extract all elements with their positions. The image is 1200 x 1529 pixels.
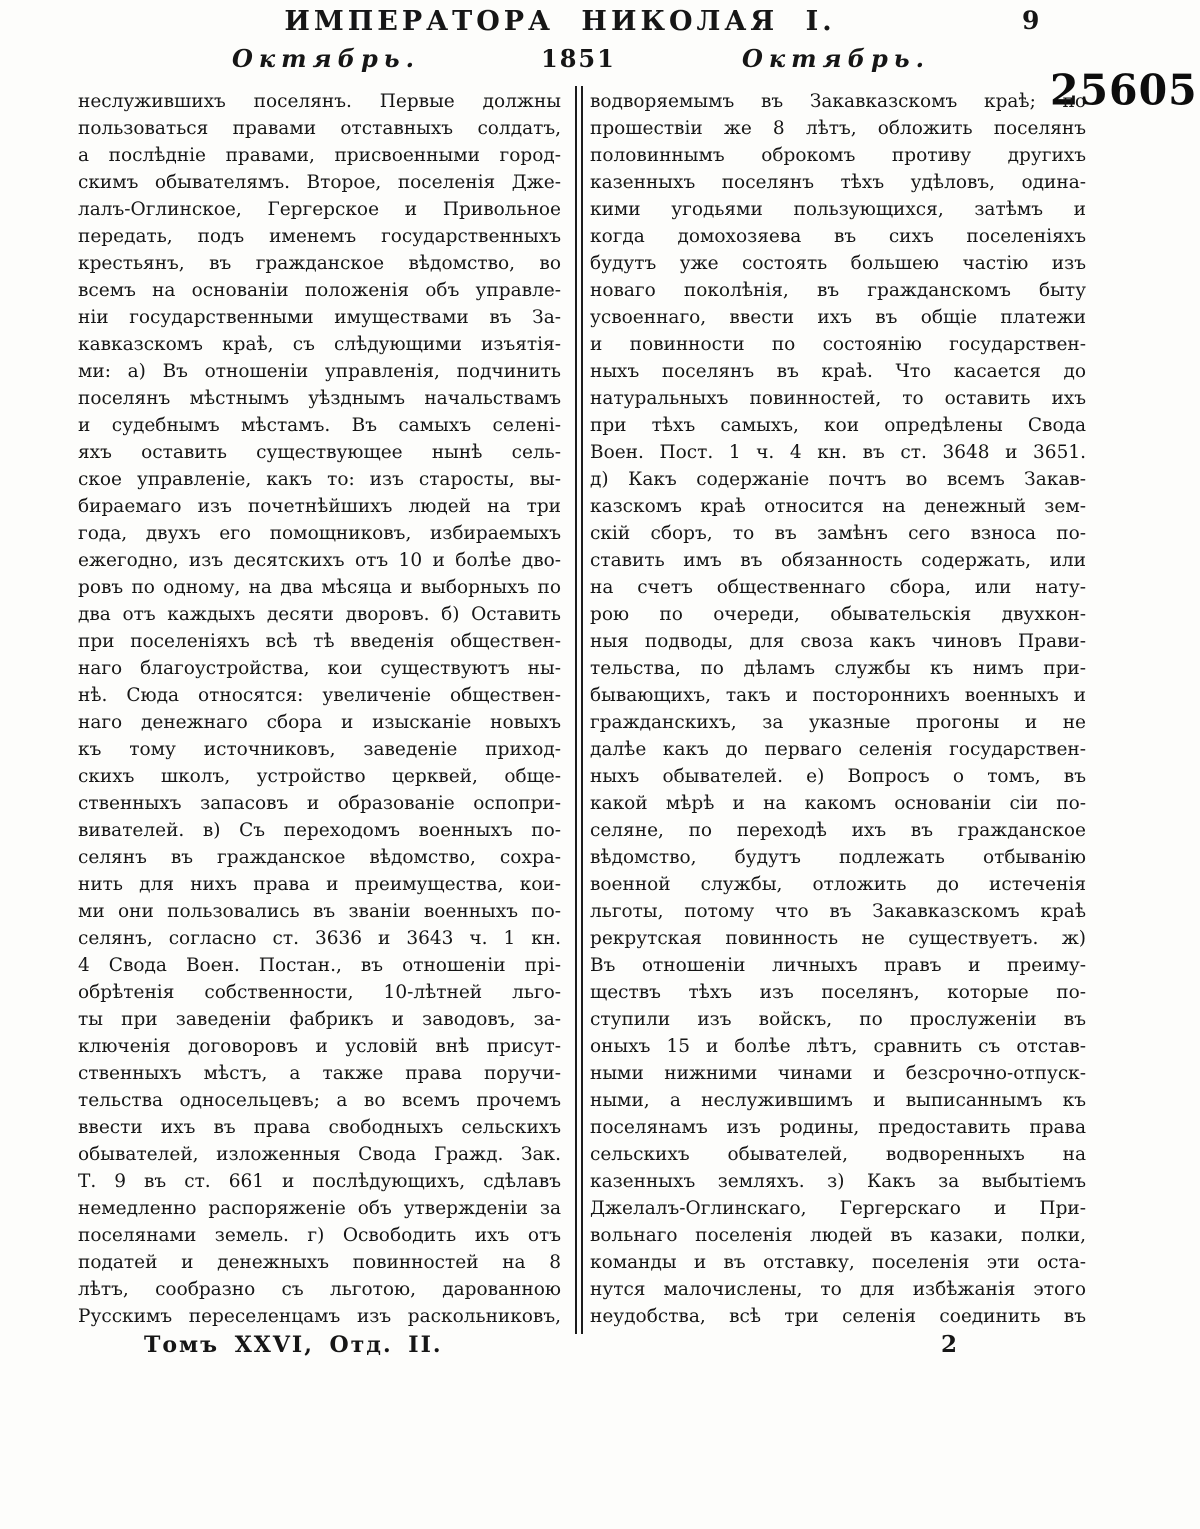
text-line: скихъ школъ, устройство церквей, обще-	[78, 766, 561, 787]
text-line: крестьянъ, въ гражданское вѣдомство, во	[78, 253, 561, 274]
text-line: тельства, по дѣламъ службы къ нимъ при-	[590, 658, 1086, 679]
text-line: къ тому источниковъ, заведеніе приход-	[78, 739, 561, 760]
text-line: казенныхъ земляхъ. з) Какъ за выбытіемъ	[590, 1171, 1086, 1192]
text-line: поселянъ мѣстнымъ уѣзднымъ начальствамъ	[78, 388, 561, 409]
text-line: селяне, по переходѣ ихъ въ гражданское	[590, 820, 1086, 841]
text-line: всемъ на основаніи положенія объ управле-	[78, 280, 561, 301]
text-line: когда домохозяева въ сихъ поселеніяхъ	[590, 226, 1086, 247]
text-line: наго денежнаго сбора и изысканіе новыхъ	[78, 712, 561, 733]
text-line: ственныхъ запасовъ и образованіе оспопри-	[78, 793, 561, 814]
text-line: ными, а неслужившимъ и выписаннымъ къ	[590, 1090, 1086, 1111]
text-line: ставить имъ въ обязанность содержать, или	[590, 550, 1086, 571]
text-line: немедленно распоряженіе объ утвержденіи за	[78, 1198, 561, 1219]
text-line: а послѣдніе правами, присвоенными город-	[78, 145, 561, 166]
text-line: селянъ, согласно ст. 3636 и 3643 ч. 1 кн.	[78, 928, 561, 949]
text-line: поселянамъ изъ родины, предоставить права	[590, 1117, 1086, 1138]
text-line: селянъ въ гражданское вѣдомство, сохра-	[78, 847, 561, 868]
text-line: и повинности по состоянію государствен-	[590, 334, 1086, 355]
text-line: обывателей, изложенныя Свода Гражд. Зак.	[78, 1144, 561, 1165]
text-line: оныхъ 15 и болѣе лѣтъ, сравнить съ отстав-	[590, 1036, 1086, 1057]
text-line: кими угодьями пользующихся, затѣмъ и	[590, 199, 1086, 220]
text-line: 4 Свода Воен. Постан., въ отношеніи прі-	[78, 955, 561, 976]
text-line: ными нижними чинами и безсрочно-отпуск-	[590, 1063, 1086, 1084]
text-line: лѣтъ, сообразно съ льготою, дарованною	[78, 1279, 561, 1300]
text-line: ми они пользовались въ званіи военныхъ по-	[78, 901, 561, 922]
subhead-year: 1851	[541, 44, 616, 73]
text-line: при поселеніяхъ всѣ тѣ введенія обществен-	[78, 631, 561, 652]
text-line: обрѣтенія собственности, 10-лѣтней льго-	[78, 982, 561, 1003]
text-line: бираемаго изъ почетнѣйшихъ людей на три	[78, 496, 561, 517]
text-line: ступили изъ войскъ, по прослуженіи въ	[590, 1009, 1086, 1030]
text-line: Т. 9 въ ст. 661 и послѣдующихъ, сдѣлавъ	[78, 1171, 561, 1192]
text-line: нить для нихъ права и преимущества, кои-	[78, 874, 561, 895]
text-line: ключенія договоровъ и условій внѣ присут-	[78, 1036, 561, 1057]
text-line: на счетъ общественнаго сбора, или нату-	[590, 577, 1086, 598]
text-line: скій сборъ, то въ замѣнъ сего взноса по-	[590, 523, 1086, 544]
text-line: военной службы, отложить до истеченія	[590, 874, 1086, 895]
text-line: Въ отношеніи личныхъ правъ и преиму-	[590, 955, 1086, 976]
text-line: Воен. Пост. 1 ч. 4 кн. въ ст. 3648 и 3651.	[590, 442, 1086, 463]
text-line: ское управленіе, какъ то: изъ старосты, вы-	[78, 469, 561, 490]
text-line: ныхъ обывателей. е) Вопросъ о томъ, въ	[590, 766, 1086, 787]
text-line: два отъ каждыхъ десяти дворовъ. б) Оставить	[78, 604, 561, 625]
text-line: льготы, потому что въ Закавказскомъ краѣ	[590, 901, 1086, 922]
text-column-left	[78, 88, 561, 1330]
text-line: усвоеннаго, ввести ихъ въ общіе платежи	[590, 307, 1086, 328]
subhead-month-left: Октябрь.	[232, 44, 420, 73]
text-line: рекрутская повинность не существуетъ. ж)	[590, 928, 1086, 949]
text-line: года, двухъ его помощниковъ, избираемыхъ	[78, 523, 561, 544]
text-line: ныя подводы, для своза какъ чиновъ Прави-	[590, 631, 1086, 652]
text-line: водворяемымъ въ Закавказскомъ краѣ; по	[590, 91, 1086, 112]
column-divider-rule	[575, 86, 583, 1334]
text-line: неслужившихъ поселянъ. Первые должны	[78, 91, 561, 112]
text-line: ты при заведеніи фабрикъ и заводовъ, за-	[78, 1009, 561, 1030]
text-line: рою по очереди, обывательскія двухкон-	[590, 604, 1086, 625]
text-line: вольнаго поселенія людей въ казаки, полки,	[590, 1225, 1086, 1246]
text-line: казскомъ краѣ относится на денежный зем-	[590, 496, 1086, 517]
text-line: нѣ. Сюда относятся: увеличеніе обществен-	[78, 685, 561, 706]
text-line: тельства односельцевъ; а во всемъ прочемъ	[78, 1090, 561, 1111]
text-line: ежегодно, изъ десятскихъ отъ 10 и болѣе дво-	[78, 550, 561, 571]
text-line: скимъ обывателямъ. Второе, поселенія Дже-	[78, 172, 561, 193]
text-line: д) Какъ содержаніе почтъ во всемъ Закав-	[590, 469, 1086, 490]
text-line: будутъ уже состоять большею частію изъ	[590, 253, 1086, 274]
running-head-title: ИМПЕРАТОРА НИКОЛАЯ I.	[284, 6, 836, 37]
text-line: новаго поколѣнія, въ гражданскомъ быту	[590, 280, 1086, 301]
text-line: податей и денежныхъ повинностей на 8	[78, 1252, 561, 1273]
text-line: половиннымъ оброкомъ противу другихъ	[590, 145, 1086, 166]
volume-footer-note: Томъ XXVI, Отд. II.	[144, 1332, 443, 1358]
text-line: вивателей. в) Съ переходомъ военныхъ по-	[78, 820, 561, 841]
text-line: пользоваться правами отставныхъ солдатъ,	[78, 118, 561, 139]
subhead-month-right: Октябрь.	[742, 44, 930, 73]
text-line: ществъ тѣхъ изъ поселянъ, которые по-	[590, 982, 1086, 1003]
text-line: команды и въ отставку, поселенія эти оста-	[590, 1252, 1086, 1273]
text-line: поселянами земель. г) Освободить ихъ отъ	[78, 1225, 561, 1246]
signature-mark: 2	[941, 1331, 958, 1358]
text-line: ровъ по одному, на два мѣсяца и выборныхъ по	[78, 577, 561, 598]
page-number: 9	[1022, 6, 1040, 35]
text-line: прошествіи же 8 лѣтъ, обложить поселянъ	[590, 118, 1086, 139]
text-line: лалъ-Оглинское, Гергерское и Привольное	[78, 199, 561, 220]
text-line: сельскихъ обывателей, водворенныхъ на	[590, 1144, 1086, 1165]
text-line: неудобства, всѣ три селенія соединить въ	[590, 1306, 1086, 1327]
text-line: натуральныхъ повинностей, то оставить ихъ	[590, 388, 1086, 409]
text-line: при тѣхъ самыхъ, кои опредѣлены Свода	[590, 415, 1086, 436]
text-line: ныхъ поселянъ въ краѣ. Что касается до	[590, 361, 1086, 382]
text-line: Русскимъ переселенцамъ изъ раскольниковъ,	[78, 1306, 561, 1327]
text-line: Джелалъ-Оглинскаго, Гергерскаго и При-	[590, 1198, 1086, 1219]
text-line: ственныхъ мѣстъ, а также права поручи-	[78, 1063, 561, 1084]
text-line: и судебнымъ мѣстамъ. Въ самыхъ селені-	[78, 415, 561, 436]
text-line: далѣе какъ до перваго селенія государствен-	[590, 739, 1086, 760]
text-line: ніи государственными имуществами въ За-	[78, 307, 561, 328]
text-line: бывающихъ, такъ и постороннихъ военныхъ и	[590, 685, 1086, 706]
text-line: ввести ихъ въ права свободныхъ сельскихъ	[78, 1117, 561, 1138]
text-line: вѣдомство, будутъ подлежать отбыванію	[590, 847, 1086, 868]
text-column-right	[590, 88, 1086, 1330]
text-line: наго благоустройства, кои существуютъ ны-	[78, 658, 561, 679]
text-line: гражданскихъ, за указные прогоны и не	[590, 712, 1086, 733]
text-line: передать, подъ именемъ государственныхъ	[78, 226, 561, 247]
text-line: ми: а) Въ отношеніи управленія, подчинить	[78, 361, 561, 382]
text-line: кавказскомъ краѣ, съ слѣдующими изъятія-	[78, 334, 561, 355]
text-line: казенныхъ поселянъ тѣхъ удѣловъ, одина-	[590, 172, 1086, 193]
text-line: яхъ оставить существующее нынѣ сель-	[78, 442, 561, 463]
text-line: нутся малочислены, то для избѣжанія этого	[590, 1279, 1086, 1300]
decree-number-stamp: 25605	[1050, 65, 1198, 115]
text-line: какой мѣрѣ и на какомъ основаніи сіи по-	[590, 793, 1086, 814]
